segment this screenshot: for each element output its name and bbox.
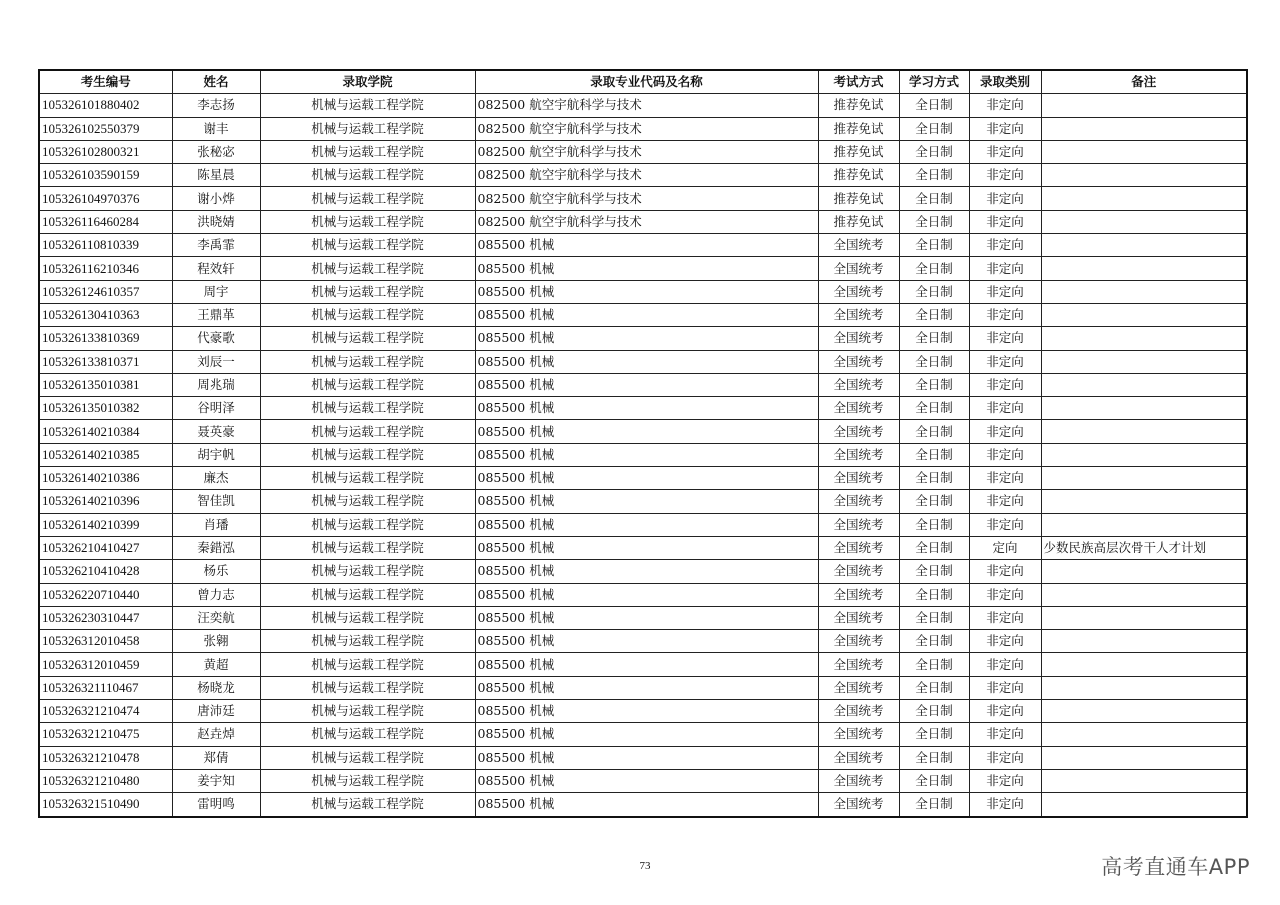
major-cell: 085500 机械 [475, 490, 818, 513]
study-mode-cell: 全日制 [899, 280, 969, 303]
note-cell [1041, 490, 1247, 513]
note-cell [1041, 140, 1247, 163]
note-cell [1041, 164, 1247, 187]
study-mode-cell: 全日制 [899, 303, 969, 326]
major-cell: 085500 机械 [475, 327, 818, 350]
college-cell: 机械与运载工程学院 [260, 234, 475, 257]
college-cell: 机械与运载工程学院 [260, 140, 475, 163]
college-cell: 机械与运载工程学院 [260, 303, 475, 326]
name-cell: 雷明鸣 [172, 793, 260, 817]
admission-type-cell: 非定向 [969, 606, 1041, 629]
exam-mode-cell: 全国统考 [818, 327, 899, 350]
major-cell: 085500 机械 [475, 793, 818, 817]
note-cell [1041, 723, 1247, 746]
admission-type-cell: 非定向 [969, 303, 1041, 326]
name-cell: 张翱 [172, 630, 260, 653]
name-cell: 刘辰一 [172, 350, 260, 373]
exam-mode-cell: 全国统考 [818, 373, 899, 396]
admission-type-cell: 非定向 [969, 513, 1041, 536]
table-row [39, 397, 1247, 420]
exam-id-cell: 105326140210399 [39, 513, 172, 536]
note-cell [1041, 397, 1247, 420]
exam-id-cell: 105326321110467 [39, 676, 172, 699]
study-mode-cell: 全日制 [899, 746, 969, 769]
admission-type-cell: 非定向 [969, 420, 1041, 443]
study-mode-cell: 全日制 [899, 164, 969, 187]
study-mode-cell: 全日制 [899, 94, 969, 117]
name-cell: 汪奕航 [172, 606, 260, 629]
college-cell: 机械与运载工程学院 [260, 117, 475, 140]
name-cell: 李禹霏 [172, 234, 260, 257]
name-cell: 姜宇知 [172, 769, 260, 792]
name-cell: 谢丰 [172, 117, 260, 140]
admission-type-cell: 非定向 [969, 769, 1041, 792]
note-cell [1041, 700, 1247, 723]
admission-type-cell: 非定向 [969, 583, 1041, 606]
study-mode-cell: 全日制 [899, 140, 969, 163]
exam-mode-cell: 全国统考 [818, 513, 899, 536]
study-mode-cell: 全日制 [899, 630, 969, 653]
college-cell: 机械与运载工程学院 [260, 513, 475, 536]
exam-id-cell: 105326230310447 [39, 606, 172, 629]
note-cell [1041, 350, 1247, 373]
note-cell [1041, 117, 1247, 140]
college-cell: 机械与运载工程学院 [260, 769, 475, 792]
watermark: 高考直通车APP [1101, 855, 1250, 879]
note-cell [1041, 443, 1247, 466]
name-cell: 郑倩 [172, 746, 260, 769]
note-cell [1041, 234, 1247, 257]
header-admission-type: 录取类别 [969, 70, 1041, 94]
admission-type-cell: 非定向 [969, 94, 1041, 117]
note-cell [1041, 606, 1247, 629]
major-cell: 085500 机械 [475, 373, 818, 396]
study-mode-cell: 全日制 [899, 210, 969, 233]
exam-id-cell: 105326101880402 [39, 94, 172, 117]
note-cell [1041, 187, 1247, 210]
table-row [39, 606, 1247, 629]
name-cell: 王鼎革 [172, 303, 260, 326]
major-cell: 085500 机械 [475, 630, 818, 653]
college-cell: 机械与运载工程学院 [260, 397, 475, 420]
note-cell [1041, 327, 1247, 350]
college-cell: 机械与运载工程学院 [260, 164, 475, 187]
name-cell: 聂英豪 [172, 420, 260, 443]
exam-mode-cell: 全国统考 [818, 420, 899, 443]
note-cell [1041, 513, 1247, 536]
exam-mode-cell: 全国统考 [818, 280, 899, 303]
exam-mode-cell: 推荐免试 [818, 94, 899, 117]
study-mode-cell: 全日制 [899, 187, 969, 210]
name-cell: 智佳凯 [172, 490, 260, 513]
name-cell: 杨晓龙 [172, 676, 260, 699]
table-row [39, 234, 1247, 257]
admission-type-cell: 非定向 [969, 234, 1041, 257]
table-row [39, 746, 1247, 769]
college-cell: 机械与运载工程学院 [260, 653, 475, 676]
exam-mode-cell: 全国统考 [818, 560, 899, 583]
table-row [39, 676, 1247, 699]
exam-id-cell: 105326133810371 [39, 350, 172, 373]
admission-type-cell: 非定向 [969, 210, 1041, 233]
admission-type-cell: 非定向 [969, 187, 1041, 210]
major-cell: 085500 机械 [475, 676, 818, 699]
college-cell: 机械与运载工程学院 [260, 257, 475, 280]
table-row [39, 467, 1247, 490]
exam-id-cell: 105326321510490 [39, 793, 172, 817]
exam-mode-cell: 全国统考 [818, 676, 899, 699]
college-cell: 机械与运载工程学院 [260, 536, 475, 559]
exam-id-cell: 105326210410428 [39, 560, 172, 583]
exam-id-cell: 105326140210396 [39, 490, 172, 513]
note-cell [1041, 630, 1247, 653]
major-cell: 082500 航空宇航科学与技术 [475, 210, 818, 233]
major-cell: 085500 机械 [475, 700, 818, 723]
exam-id-cell: 105326102800321 [39, 140, 172, 163]
admission-type-cell: 非定向 [969, 467, 1041, 490]
college-cell: 机械与运载工程学院 [260, 187, 475, 210]
exam-id-cell: 105326133810369 [39, 327, 172, 350]
exam-id-cell: 105326321210474 [39, 700, 172, 723]
table-row [39, 373, 1247, 396]
admission-table [38, 69, 1248, 818]
study-mode-cell: 全日制 [899, 234, 969, 257]
table-row [39, 536, 1247, 559]
table-row [39, 187, 1247, 210]
exam-id-cell: 105326210410427 [39, 536, 172, 559]
major-cell: 085500 机械 [475, 606, 818, 629]
exam-mode-cell: 全国统考 [818, 536, 899, 559]
page-number: 73 [639, 860, 651, 872]
exam-id-cell: 105326116460284 [39, 210, 172, 233]
exam-id-cell: 105326321210478 [39, 746, 172, 769]
note-cell [1041, 373, 1247, 396]
college-cell: 机械与运载工程学院 [260, 327, 475, 350]
study-mode-cell: 全日制 [899, 373, 969, 396]
exam-id-cell: 105326140210386 [39, 467, 172, 490]
note-cell [1041, 746, 1247, 769]
name-cell: 赵垚焯 [172, 723, 260, 746]
note-cell [1041, 257, 1247, 280]
table-row [39, 164, 1247, 187]
name-cell: 周兆瑞 [172, 373, 260, 396]
major-cell: 082500 航空宇航科学与技术 [475, 94, 818, 117]
major-cell: 085500 机械 [475, 443, 818, 466]
major-cell: 085500 机械 [475, 397, 818, 420]
study-mode-cell: 全日制 [899, 397, 969, 420]
header-major: 录取专业代码及名称 [475, 70, 818, 94]
admission-type-cell: 非定向 [969, 350, 1041, 373]
name-cell: 杨乐 [172, 560, 260, 583]
header-exam-mode: 考试方式 [818, 70, 899, 94]
college-cell: 机械与运载工程学院 [260, 676, 475, 699]
note-cell [1041, 94, 1247, 117]
admission-type-cell: 非定向 [969, 746, 1041, 769]
exam-mode-cell: 全国统考 [818, 467, 899, 490]
exam-id-cell: 105326135010381 [39, 373, 172, 396]
study-mode-cell: 全日制 [899, 676, 969, 699]
major-cell: 085500 机械 [475, 350, 818, 373]
note-cell [1041, 420, 1247, 443]
exam-id-cell: 105326102550379 [39, 117, 172, 140]
admission-type-cell: 非定向 [969, 397, 1041, 420]
table-row [39, 303, 1247, 326]
note-cell [1041, 560, 1247, 583]
name-cell: 谢小烨 [172, 187, 260, 210]
major-cell: 082500 航空宇航科学与技术 [475, 187, 818, 210]
admission-type-cell: 非定向 [969, 490, 1041, 513]
study-mode-cell: 全日制 [899, 723, 969, 746]
major-cell: 085500 机械 [475, 513, 818, 536]
table-row [39, 700, 1247, 723]
college-cell: 机械与运载工程学院 [260, 210, 475, 233]
note-cell [1041, 303, 1247, 326]
note-cell [1041, 653, 1247, 676]
exam-mode-cell: 推荐免试 [818, 140, 899, 163]
admission-type-cell: 非定向 [969, 257, 1041, 280]
college-cell: 机械与运载工程学院 [260, 700, 475, 723]
exam-id-cell: 105326103590159 [39, 164, 172, 187]
exam-id-cell: 105326321210475 [39, 723, 172, 746]
table-row [39, 117, 1247, 140]
college-cell: 机械与运载工程学院 [260, 490, 475, 513]
table-row [39, 443, 1247, 466]
exam-id-cell: 105326135010382 [39, 397, 172, 420]
exam-id-cell: 105326110810339 [39, 234, 172, 257]
study-mode-cell: 全日制 [899, 560, 969, 583]
college-cell: 机械与运载工程学院 [260, 373, 475, 396]
major-cell: 085500 机械 [475, 467, 818, 490]
note-cell [1041, 676, 1247, 699]
name-cell: 胡宇帆 [172, 443, 260, 466]
major-cell: 085500 机械 [475, 583, 818, 606]
name-cell: 黄超 [172, 653, 260, 676]
college-cell: 机械与运载工程学院 [260, 280, 475, 303]
table-row [39, 280, 1247, 303]
major-cell: 082500 航空宇航科学与技术 [475, 140, 818, 163]
header-note: 备注 [1041, 70, 1247, 94]
exam-mode-cell: 全国统考 [818, 443, 899, 466]
major-cell: 085500 机械 [475, 536, 818, 559]
exam-id-cell: 105326116210346 [39, 257, 172, 280]
note-cell [1041, 793, 1247, 817]
table-row [39, 140, 1247, 163]
study-mode-cell: 全日制 [899, 583, 969, 606]
note-cell: 少数民族高层次骨干人才计划 [1041, 536, 1247, 559]
exam-mode-cell: 推荐免试 [818, 210, 899, 233]
college-cell: 机械与运载工程学院 [260, 467, 475, 490]
name-cell: 李志扬 [172, 94, 260, 117]
name-cell: 程效轩 [172, 257, 260, 280]
college-cell: 机械与运载工程学院 [260, 350, 475, 373]
major-cell: 085500 机械 [475, 560, 818, 583]
exam-id-cell: 105326321210480 [39, 769, 172, 792]
name-cell: 周宇 [172, 280, 260, 303]
admission-type-cell: 非定向 [969, 164, 1041, 187]
note-cell [1041, 583, 1247, 606]
college-cell: 机械与运载工程学院 [260, 606, 475, 629]
exam-id-cell: 105326140210384 [39, 420, 172, 443]
study-mode-cell: 全日制 [899, 350, 969, 373]
name-cell: 洪晓婧 [172, 210, 260, 233]
exam-id-cell: 105326124610357 [39, 280, 172, 303]
admission-type-cell: 非定向 [969, 117, 1041, 140]
name-cell: 秦錯泓 [172, 536, 260, 559]
table-row [39, 630, 1247, 653]
exam-mode-cell: 全国统考 [818, 700, 899, 723]
exam-mode-cell: 全国统考 [818, 303, 899, 326]
exam-mode-cell: 全国统考 [818, 490, 899, 513]
study-mode-cell: 全日制 [899, 443, 969, 466]
study-mode-cell: 全日制 [899, 490, 969, 513]
study-mode-cell: 全日制 [899, 117, 969, 140]
table-row [39, 769, 1247, 792]
admission-type-cell: 非定向 [969, 373, 1041, 396]
name-cell: 陈星晨 [172, 164, 260, 187]
name-cell: 张秘宓 [172, 140, 260, 163]
name-cell: 曾力志 [172, 583, 260, 606]
table-row [39, 327, 1247, 350]
table-row [39, 490, 1247, 513]
college-cell: 机械与运载工程学院 [260, 583, 475, 606]
college-cell: 机械与运载工程学院 [260, 723, 475, 746]
header-name: 姓名 [172, 70, 260, 94]
college-cell: 机械与运载工程学院 [260, 793, 475, 817]
table-row [39, 560, 1247, 583]
name-cell: 廉杰 [172, 467, 260, 490]
exam-id-cell: 105326312010458 [39, 630, 172, 653]
exam-mode-cell: 全国统考 [818, 350, 899, 373]
major-cell: 082500 航空宇航科学与技术 [475, 117, 818, 140]
major-cell: 085500 机械 [475, 234, 818, 257]
table-row [39, 513, 1247, 536]
exam-mode-cell: 全国统考 [818, 746, 899, 769]
exam-id-cell: 105326104970376 [39, 187, 172, 210]
exam-mode-cell: 推荐免试 [818, 164, 899, 187]
exam-mode-cell: 全国统考 [818, 606, 899, 629]
exam-id-cell: 105326140210385 [39, 443, 172, 466]
study-mode-cell: 全日制 [899, 700, 969, 723]
table-row [39, 350, 1247, 373]
major-cell: 082500 航空宇航科学与技术 [475, 164, 818, 187]
table-row [39, 420, 1247, 443]
table-row [39, 257, 1247, 280]
header-college: 录取学院 [260, 70, 475, 94]
admission-type-cell: 非定向 [969, 653, 1041, 676]
college-cell: 机械与运载工程学院 [260, 560, 475, 583]
admission-type-cell: 非定向 [969, 280, 1041, 303]
study-mode-cell: 全日制 [899, 793, 969, 817]
major-cell: 085500 机械 [475, 653, 818, 676]
exam-mode-cell: 推荐免试 [818, 117, 899, 140]
admission-type-cell: 非定向 [969, 443, 1041, 466]
study-mode-cell: 全日制 [899, 769, 969, 792]
exam-mode-cell: 全国统考 [818, 234, 899, 257]
admission-type-cell: 非定向 [969, 140, 1041, 163]
table-row [39, 94, 1247, 117]
exam-mode-cell: 全国统考 [818, 653, 899, 676]
study-mode-cell: 全日制 [899, 536, 969, 559]
major-cell: 085500 机械 [475, 746, 818, 769]
exam-mode-cell: 全国统考 [818, 583, 899, 606]
admission-type-cell: 非定向 [969, 723, 1041, 746]
college-cell: 机械与运载工程学院 [260, 94, 475, 117]
major-cell: 085500 机械 [475, 257, 818, 280]
exam-mode-cell: 全国统考 [818, 793, 899, 817]
table-row [39, 653, 1247, 676]
study-mode-cell: 全日制 [899, 257, 969, 280]
table-row [39, 210, 1247, 233]
name-cell: 谷明泽 [172, 397, 260, 420]
table-row [39, 793, 1247, 817]
admission-type-cell: 非定向 [969, 700, 1041, 723]
exam-mode-cell: 全国统考 [818, 769, 899, 792]
major-cell: 085500 机械 [475, 303, 818, 326]
note-cell [1041, 769, 1247, 792]
exam-mode-cell: 全国统考 [818, 723, 899, 746]
college-cell: 机械与运载工程学院 [260, 420, 475, 443]
major-cell: 085500 机械 [475, 769, 818, 792]
exam-mode-cell: 全国统考 [818, 257, 899, 280]
exam-id-cell: 105326220710440 [39, 583, 172, 606]
major-cell: 085500 机械 [475, 420, 818, 443]
college-cell: 机械与运载工程学院 [260, 746, 475, 769]
study-mode-cell: 全日制 [899, 420, 969, 443]
header-exam-id: 考生编号 [39, 70, 172, 94]
admission-type-cell: 非定向 [969, 560, 1041, 583]
admission-type-cell: 定向 [969, 536, 1041, 559]
exam-mode-cell: 推荐免试 [818, 187, 899, 210]
table-body [39, 94, 1247, 817]
table-row [39, 583, 1247, 606]
study-mode-cell: 全日制 [899, 327, 969, 350]
admission-type-cell: 非定向 [969, 630, 1041, 653]
name-cell: 代豪歌 [172, 327, 260, 350]
note-cell [1041, 210, 1247, 233]
note-cell [1041, 280, 1247, 303]
college-cell: 机械与运载工程学院 [260, 630, 475, 653]
exam-id-cell: 105326312010459 [39, 653, 172, 676]
exam-mode-cell: 全国统考 [818, 397, 899, 420]
admission-type-cell: 非定向 [969, 793, 1041, 817]
table-row [39, 723, 1247, 746]
admission-type-cell: 非定向 [969, 676, 1041, 699]
admission-type-cell: 非定向 [969, 327, 1041, 350]
study-mode-cell: 全日制 [899, 653, 969, 676]
table-header-row [39, 70, 1247, 94]
study-mode-cell: 全日制 [899, 606, 969, 629]
exam-id-cell: 105326130410363 [39, 303, 172, 326]
major-cell: 085500 机械 [475, 723, 818, 746]
name-cell: 肖璠 [172, 513, 260, 536]
exam-mode-cell: 全国统考 [818, 630, 899, 653]
major-cell: 085500 机械 [475, 280, 818, 303]
name-cell: 唐沛廷 [172, 700, 260, 723]
study-mode-cell: 全日制 [899, 513, 969, 536]
college-cell: 机械与运载工程学院 [260, 443, 475, 466]
study-mode-cell: 全日制 [899, 467, 969, 490]
header-study-mode: 学习方式 [899, 70, 969, 94]
note-cell [1041, 467, 1247, 490]
